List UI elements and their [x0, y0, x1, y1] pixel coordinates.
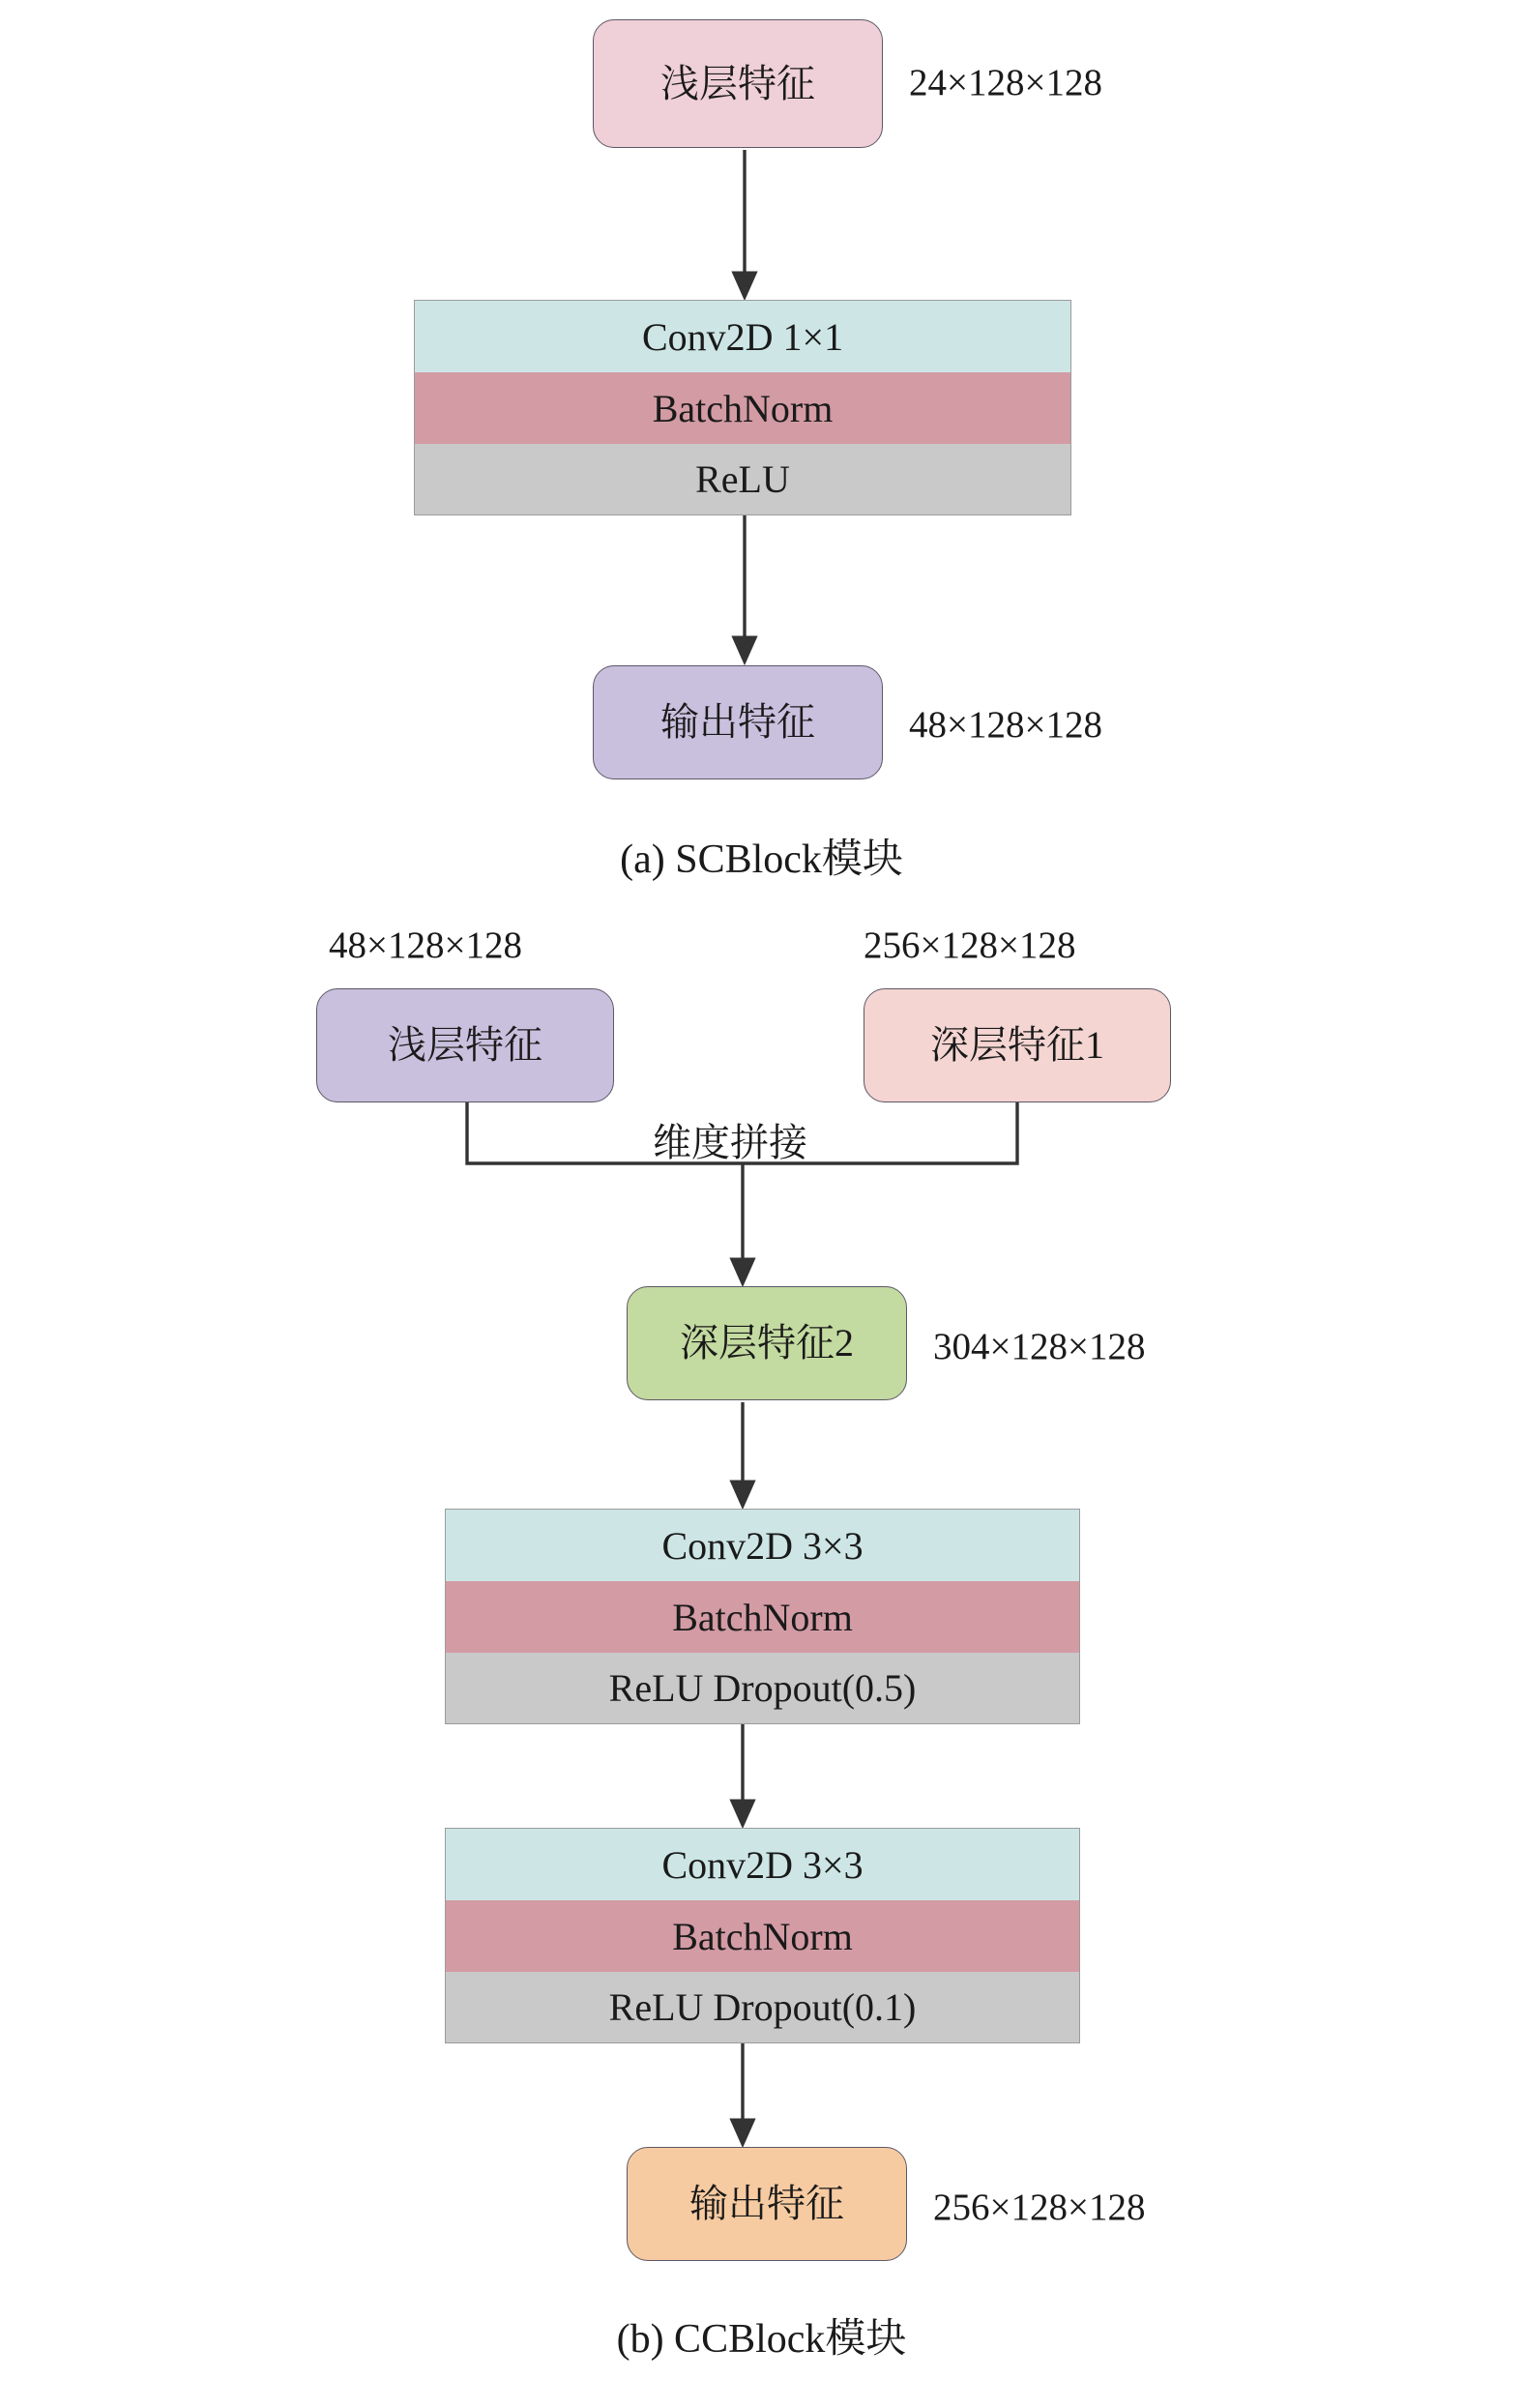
caption-a: [0, 827, 1523, 885]
node-label: 输出特征: [660, 700, 815, 744]
node-label: 深层特征1: [930, 1023, 1104, 1067]
layer-row-conv-b1: [445, 1509, 1080, 1581]
dim-label-deep2-b: [933, 1325, 1146, 1368]
layer-label: Conv2D 1×1: [641, 314, 844, 359]
node-deep-feature-2: [627, 1286, 907, 1400]
layer-row-batchnorm-a: [414, 372, 1071, 444]
concat-label: [653, 1112, 807, 1167]
layer-stack-a: [414, 300, 1071, 515]
node-shallow-feature-a: [593, 19, 883, 148]
dim-text: 24×128×128: [909, 62, 1102, 103]
dim-label-shallow-b: [329, 924, 522, 967]
layer-row-relu-a: [414, 444, 1071, 515]
layer-label: ReLU Dropout(0.5): [608, 1666, 917, 1710]
caption-b: [0, 2306, 1523, 2364]
dim-text: 48×128×128: [329, 925, 522, 966]
layer-row-relu-b1: [445, 1653, 1080, 1724]
dim-text: 256×128×128: [864, 925, 1076, 966]
layer-row-conv-b2: [445, 1828, 1080, 1900]
layer-row-conv-a: [414, 300, 1071, 372]
layer-row-batchnorm-b2: [445, 1900, 1080, 1972]
dim-label-output-b: [933, 2186, 1146, 2229]
dim-text: 48×128×128: [909, 704, 1102, 746]
node-label: 深层特征2: [680, 1321, 854, 1365]
dim-label-input-a: [909, 61, 1102, 104]
layer-label: BatchNorm: [672, 1914, 853, 1958]
layer-row-batchnorm-b1: [445, 1581, 1080, 1653]
node-output-feature-b: [627, 2147, 907, 2261]
node-label: 输出特征: [689, 2182, 844, 2225]
concat-text: 维度拼接: [653, 1121, 807, 1164]
layer-label: Conv2D 3×3: [661, 1842, 864, 1887]
layer-label: ReLU: [695, 457, 790, 501]
dim-label-deep1-b: [864, 924, 1076, 967]
node-label: 浅层特征: [388, 1023, 542, 1067]
layer-row-relu-b2: [445, 1972, 1080, 2043]
layer-stack-b1: [445, 1509, 1080, 1724]
dim-label-output-a: [909, 703, 1102, 747]
node-output-feature-a: [593, 665, 883, 779]
node-shallow-feature-b: [316, 988, 614, 1102]
layer-label: ReLU Dropout(0.1): [608, 1985, 917, 2029]
layer-label: BatchNorm: [652, 386, 834, 430]
caption-text: (b) CCBlock模块: [616, 2317, 907, 2362]
layer-label: Conv2D 3×3: [661, 1523, 864, 1568]
caption-text: (a) SCBlock模块: [620, 837, 903, 882]
layer-stack-b2: [445, 1828, 1080, 2043]
dim-text: 256×128×128: [933, 2187, 1146, 2228]
dim-text: 304×128×128: [933, 1326, 1146, 1367]
node-deep-feature-1: [864, 988, 1171, 1102]
node-label: 浅层特征: [660, 61, 815, 105]
layer-label: BatchNorm: [672, 1595, 853, 1639]
